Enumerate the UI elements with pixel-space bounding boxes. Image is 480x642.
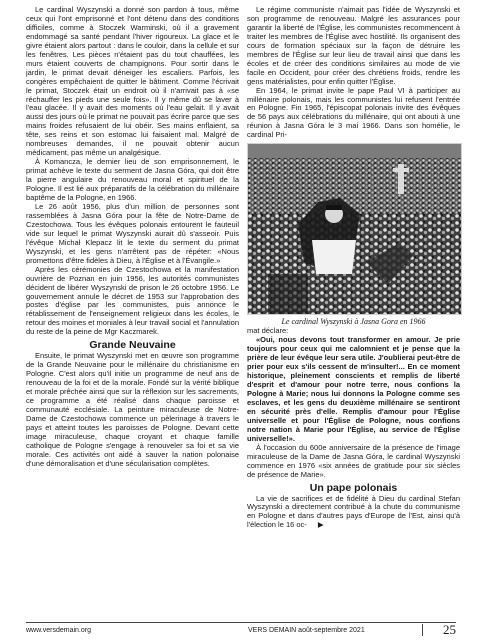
- paragraph: Le cardinal Wyszynski a donné son pardon à tous, même ceux qui l'ont emprisonné et l'ont détenu dans des conditions difficiles, comme à Stoczek Warminski, où il a gravement endommagé sa santé pendant l'hiver rigoureux. La glace et le givre étaient alors partout : dans le couloir, dans la cellule et sur les fenêtres. Les pièces n'étaient pas du tout chauffées, les murs étaient couverts de champignons. Pour sortir dans le jardin, le primat devait déneiger les escaliers. Parfois, les congères empêchaient de quitter le bâtiment. Comme l'écrivait le primat, Stoczek était un endroit où il n'arrivait pas à «se réchauffer les pieds une seule fois». Il y même dû se laver à l'eau glacée. Il y avait des moments où l'eau gelait. Il y avait aussi des jours où le primat ne pouvait pas écrire parce que ses mains froides refusaient de lui obéir. Ses mains enflaient, sa tête, ses reins et son estomac lui faisaient mal. Malgré de nombreuses demandes, il ne pouvait obtenir aucun médicament, pas même un analgésique.: [26, 5, 239, 158]
- paragraph: Le 26 août 1956, plus d'un million de personnes sont rassemblées à Jasna Góra pour la fête de Notre-Dame de Czestochowa. Tous les évêques polonais entourent le fauteuil vide sur lequel le primat Wyszynski aurait dû s'asseoir. Puis l'évêque Michał Klepacz lit le texte du serment du primat Wyszynski, et les gens n'arrêtent pas de répéter: «Nous promettons d'être fidèles à Dieu, à l'Église et à l'Évangile.»: [26, 201, 239, 265]
- photo-caption: Le cardinal Wyszynski à Jasna Gora en 1966: [281, 317, 426, 327]
- paragraph: À Komancza, le dernier lieu de son emprisonnement, le primat achève le texte du serment de Jasna Góra, qui doit être la pierre angulaire du renouveau moral et spirituel de la Pologne. Il est lié aux préparatifs de la célébration du millénaire baptême de la Pologne, en 1966.: [26, 157, 239, 203]
- page-footer: [26, 622, 456, 637]
- paragraph: [247, 495, 460, 531]
- footer-divider: [422, 624, 423, 636]
- paragraph: En 1964, le primat invite le pape Paul VI à participer au millénaire polonais, mais les communistes lui refusent l'entrée en Pologne. Fin 1965, l'épiscopat polonais invite des évêques de 56 pays aux célébrations du millénaire, qui ont abouti à une réunion à Jasna Góra le 3 mai 1966. Dans son homélie, le cardinal Pri-: [247, 85, 460, 140]
- paragraph: mat déclare:: [247, 326, 289, 336]
- crowd-photo-image: [248, 144, 461, 314]
- page-number: 25: [443, 622, 456, 637]
- paragraph: Ensuite, le primat Wyszynski met en œuvre son programme de la Grande Neuvaine pour le millénaire du christianisme en Pologne. C'est alors qu'il initie un programme de neuf ans de renouveau de la foi et de la morale. Fondé sur la vérité biblique et morale prêchée ainsi que sur la réflexion sur les sacrements, ce programme a été réalisé dans chaque paroisse et communauté ecclésiale. La peinture miraculeuse de Notre-Dame de Czestochowa commence un pèlerinage à travers le pays et atteint toutes les paroisses de Pologne. Devant cette image miraculeuse, chaque croyant et chaque famille catholique de Pologne s'engage à renouveler sa foi et sa vie morale. Ces activités ont aidé à sauver la nation polonaise d'une démoralisation et d'une sécularisation complètes.: [26, 351, 239, 468]
- homily-quote: «Oui, nous devons tout transformer en amour. Je prie toujours pour ceux qui me calomnient et je pense que la prière de leur évêque leur sera utile. J'oublierai peut-être de prier pour eux s'ils cessent de m'insulter!... En ce moment historique, pleinement conscients et remplis de liberté d'esprit et d'amour pour notre terre, nous confions la Pologne à Marie; nous lui donnons la Pologne comme ses esclaves, et les gens du deuxième millénaire se sentiront en sécurité près d'elle. Remplis d'amour pour l'Église universelle et pour l'Église de Pologne, nous confions notre nation à Marie pour l'Église, au service de l'Église universelle!».: [247, 335, 460, 443]
- paragraph-text: La vie de sacrifices et de fidélité à Dieu du cardinal Stefan Wyszynski a directement contribué à la chute du communisme en Pologne et dans d'autres pays d'Europe de l'Est, ainsi qu'à l'élection le 16 oc-: [247, 493, 460, 530]
- paragraph: À l'occasion du 600e anniversaire de la présence de l'image miraculeuse de la Dame de Jasna Góra, le cardinal Wyszynski commence en 1976 «six années de gratitude pour six siècles de présence de Marie».: [247, 442, 460, 479]
- continue-arrow-icon: ▶: [317, 520, 324, 530]
- section-heading: Grande Neuvaine: [89, 339, 176, 352]
- crowd-photo: [247, 143, 462, 315]
- paragraph: Après les cérémonies de Czestochowa et la manifestation ouvrière de Poznan en juin 1956, les autorités communistes décident de libérer Wyszynski de prison le 26 octobre 1956. Le gouvernement annule le décret de 1953 sur l'approbation des postes d'église par les communistes, puis annonce le rétablissement de l'enseignement religieux dans les écoles, le retour des moines et moniales à leur travail social et l'annulation du reste de la peine de Mgr Kaczmarek.: [26, 264, 239, 337]
- left-column: [26, 6, 239, 469]
- section-heading: Un pape polonais: [309, 481, 398, 494]
- footer-journal: VERS DEMAIN août-septembre 2021: [248, 627, 365, 634]
- right-column: [247, 6, 460, 530]
- paragraph: Le régime communiste n'aimait pas l'idée de Wyszynski et son programme de renouveau. Malgré les assurances pour garantir la liberté de l'Église, les communistes recommencent à traiter les membres de l'Église avec hostilité. Ils organisent des cours de formation spéciaux sur la façon de détruire les membres de l'Église sur leur lieu de travail ainsi que dans les écoles et de créer des conditions similaires au mode de vie facile en Occident, pour créer des chrétiens froids, rendre les gens matérialistes, pour enfin quitter l'Église.: [247, 5, 460, 86]
- footer-website: www.versdemain.org: [26, 627, 91, 634]
